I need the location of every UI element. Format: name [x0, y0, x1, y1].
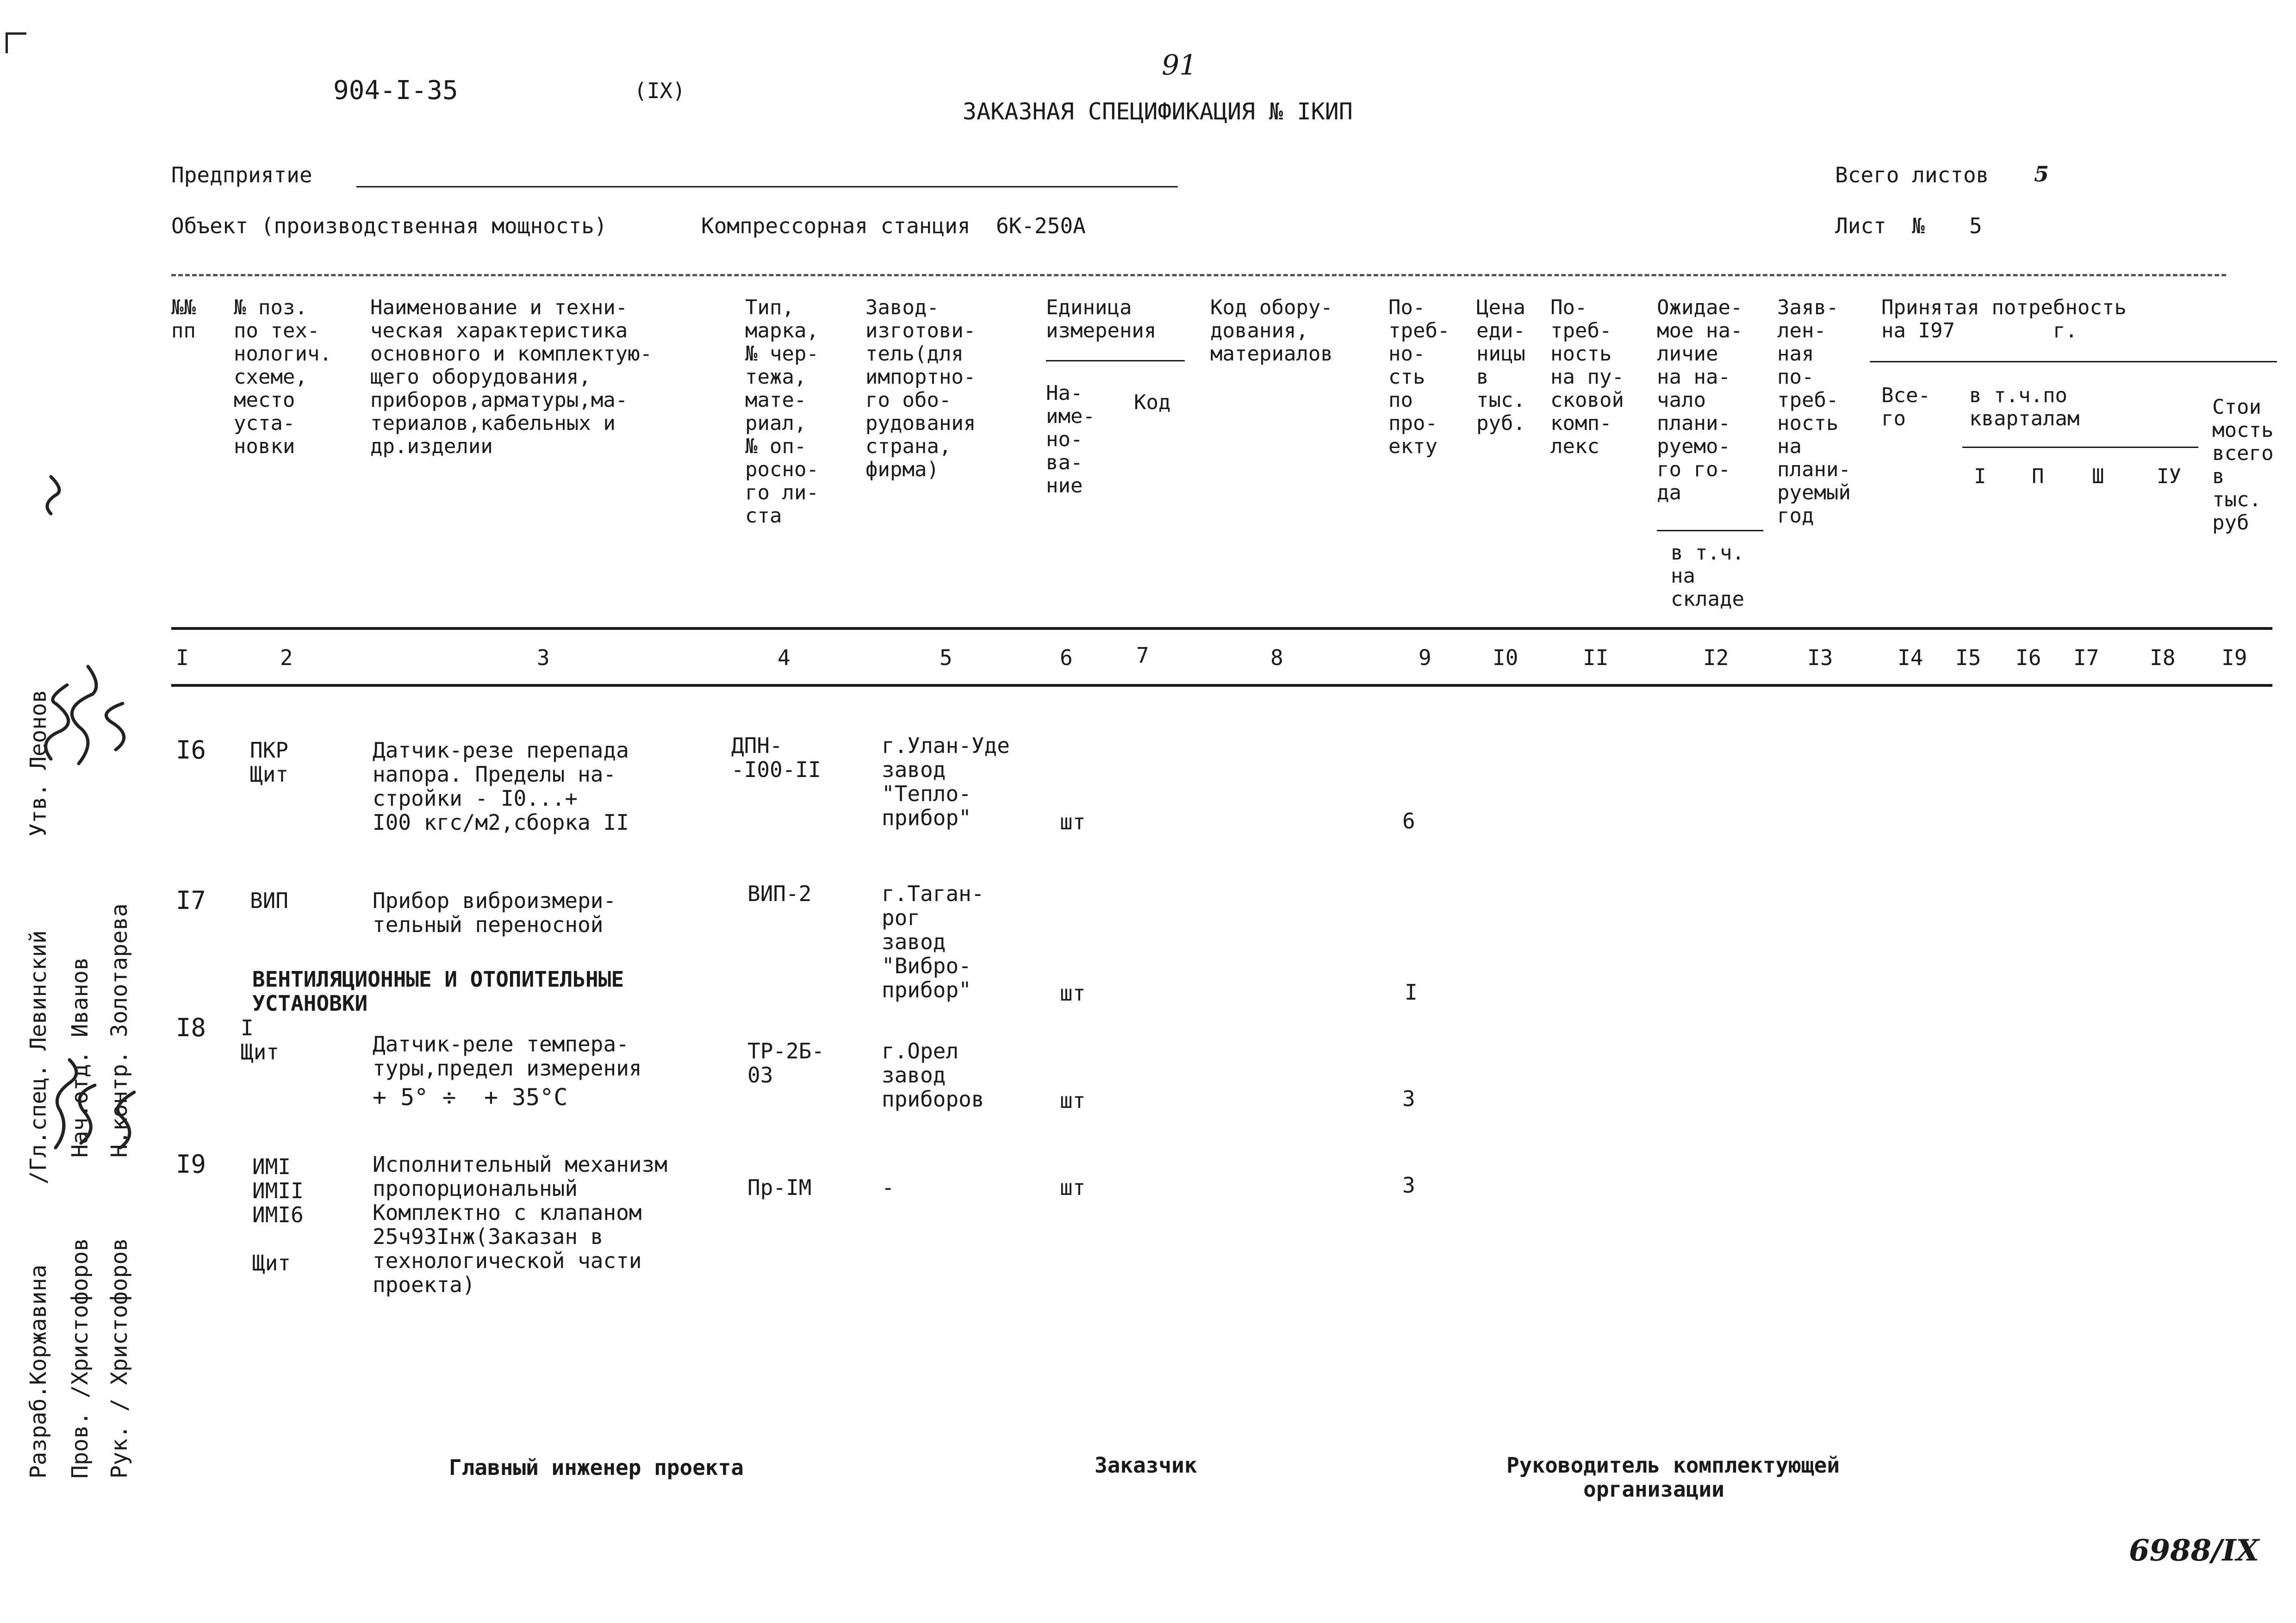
col-12-header: Ожидае- мое на- личие на на- чало плани- руемо- го го- да — [1657, 296, 1743, 504]
row-18-number: I8 — [176, 1013, 206, 1042]
side-signature-line-2: Пров. /Христофоров Нач.отд. Иванов — [67, 957, 93, 1479]
col-4-header: Тип, марка, № чер- тежа, мате- риал, № оп- росно- го ли- ста — [745, 296, 819, 528]
quarter-2-header: П — [2032, 465, 2044, 488]
header-bottom-line — [171, 627, 2272, 630]
col-number-4: 4 — [778, 645, 790, 670]
col-8-header: Код обору- дования, материалов — [1210, 296, 1333, 366]
row-19-maker: - — [882, 1175, 895, 1200]
col-number-7: 7 — [1136, 643, 1149, 668]
col-10-header: Цена еди- ницы в тыс. руб. — [1476, 296, 1525, 435]
row-18-name: Датчик-реле темпера- туры,предел измерения — [373, 1032, 642, 1081]
col-number-15: I5 — [1955, 645, 1981, 670]
row-17-position: ВИП — [250, 888, 289, 913]
row-18-unit: шт — [1060, 1088, 1086, 1113]
object-label: Объект (производственная мощность) — [171, 213, 607, 238]
col-number-9: 9 — [1419, 645, 1431, 670]
row-18-range: + 5° ÷ + 35°С — [373, 1084, 568, 1111]
quarter-4-header: IУ — [2157, 465, 2181, 488]
col-7-header: Код — [1134, 391, 1171, 414]
row-17-number: I7 — [176, 886, 206, 915]
col-number-8: 8 — [1270, 645, 1283, 670]
row-19-unit: шт — [1060, 1175, 1086, 1200]
customer-label: Заказчик — [1095, 1453, 1197, 1478]
col-12-divider — [1657, 530, 1763, 531]
unit-group-header: Единица измерения — [1046, 296, 1157, 342]
col-number-18: I8 — [2150, 645, 2176, 670]
sheet-label: Лист № — [1835, 213, 1925, 238]
row-16-type: ДПН- -I00-II — [731, 733, 821, 782]
col-number-11: II — [1583, 645, 1609, 670]
col-9-header: По- треб- но- сть по про- екту — [1388, 296, 1450, 458]
section-title: ВЕНТИЛЯЦИОННЫЕ И ОТОПИТЕЛЬНЫЕ УСТАНОВКИ — [252, 967, 624, 1016]
chief-engineer-label: Главный инженер проекта — [449, 1455, 744, 1480]
enterprise-label: Предприятие — [171, 162, 312, 187]
row-18-type: ТР-2Б- 03 — [747, 1038, 825, 1088]
unit-group-line — [1046, 360, 1185, 361]
col-number-13: I3 — [1807, 645, 1833, 670]
quarters-group-header: в т.ч.по кварталам — [1969, 384, 2080, 430]
row-19-number: I9 — [176, 1150, 206, 1179]
row-17-maker: г.Таган- рог завод "Вибро- прибор" — [882, 881, 984, 1002]
row-16-name: Датчик-резе перепада напора. Пределы на- стройки - I0...+ I00 кгс/м2,сборка II — [373, 738, 629, 835]
document-code: 904-I-35 — [333, 75, 458, 106]
col-5-header: Завод- изготови- тель(для импортно- го обо- рудования страна, фирма) — [865, 296, 976, 481]
col-number-5: 5 — [940, 645, 952, 670]
col-number-16: I6 — [2016, 645, 2041, 670]
quarter-1-header: I — [1974, 465, 1986, 488]
object-value: Компрессорная станция 6К-250А — [701, 213, 1086, 238]
row-17-type: ВИП-2 — [747, 881, 812, 906]
col-19-header: Стои мость всего в тыс. руб — [2212, 395, 2274, 535]
accepted-group-line — [1870, 361, 2277, 362]
row-17-qty: I — [1405, 980, 1418, 1005]
sheet-value: 5 — [1969, 213, 1982, 238]
col-14-header: Все- го — [1881, 384, 1930, 430]
row-16-number: I6 — [176, 735, 206, 765]
col-13-header: Заяв- лен- ная по- треб- ность на плани- руемый год — [1777, 296, 1851, 528]
enterprise-line — [356, 186, 1178, 187]
col-2-header: № поз. по тех- нологич. схеме, место уста- новки — [234, 296, 332, 458]
row-16-maker: г.Улан-Уде завод "Тепло- прибор" — [882, 733, 1010, 830]
col-12b-header: в т.ч. на складе — [1671, 541, 1744, 611]
accepted-group-header: Принятая потребность на I97 г. — [1881, 296, 2127, 342]
row-17-unit: шт — [1060, 981, 1086, 1006]
col-number-1: I — [176, 645, 189, 670]
quarter-3-header: Ш — [2092, 465, 2104, 488]
side-signature-line-3: Рук. / Христофоров Н.контр. Золотарева — [106, 903, 132, 1479]
col-number-6: 6 — [1060, 645, 1073, 670]
row-19-qty: 3 — [1402, 1173, 1415, 1198]
row-16-qty: 6 — [1402, 808, 1415, 833]
row-18-maker: г.Орел завод приборов — [882, 1038, 984, 1112]
total-sheets-label: Всего листов — [1835, 162, 1989, 187]
col-6-header: На- име- но- ва- ние — [1046, 381, 1095, 497]
col-number-19: I9 — [2221, 645, 2247, 670]
col-number-14: I4 — [1898, 645, 1923, 670]
col-number-3: 3 — [537, 645, 550, 670]
row-19-type: Пр-IМ — [747, 1175, 812, 1200]
col-number-10: I0 — [1493, 645, 1518, 670]
row-19-name: Исполнительный механизм пропорциональный Комплектно с клапаном 25ч93Iнж(Заказан в технологической части проекта) — [373, 1152, 667, 1297]
col-number-17: I7 — [2073, 645, 2099, 670]
row-17-name: Прибор виброизмери- тельный переносной — [373, 888, 616, 937]
col-3-header: Наименование и техни- ческая характеристика основного и комплектую- щего оборудования, приборов,арматуры,ма- териалов,кабельных и др.изделии — [370, 296, 653, 458]
number-band-bottom-line — [171, 684, 2272, 687]
supplier-head-label: Руководитель комплектующей организации — [1506, 1453, 1840, 1502]
row-19-position: ИМI ИМII ИМI6 Щит — [252, 1154, 304, 1275]
col-11-header: По- треб- ность на пу- сковой комп- лекс — [1550, 296, 1624, 458]
archive-stamp: 6988/IX — [2129, 1533, 2259, 1568]
side-signature-line-1: Разраб.Коржавина /Гл.спец. Левинский Утв. Леонов — [25, 689, 51, 1479]
quarters-line — [1962, 447, 2198, 448]
handwritten-signatures — [0, 0, 153, 1481]
document-part: (IX) — [634, 78, 685, 103]
row-18-position: I Щит — [241, 1015, 280, 1064]
row-18-qty: 3 — [1402, 1086, 1415, 1111]
col-1-header: №№ пп — [171, 296, 196, 342]
row-16-position: ПКР Щит — [250, 738, 289, 787]
col-number-12: I2 — [1703, 645, 1729, 670]
row-16-unit: шт — [1060, 809, 1086, 834]
table-top-line — [171, 274, 2226, 276]
page-number: 91 — [1162, 49, 1197, 81]
col-number-2: 2 — [280, 645, 293, 670]
document-title: ЗАКАЗНАЯ СПЕЦИФИКАЦИЯ № IКИП — [963, 98, 1353, 125]
total-sheets-value: 5 — [2034, 162, 2049, 187]
